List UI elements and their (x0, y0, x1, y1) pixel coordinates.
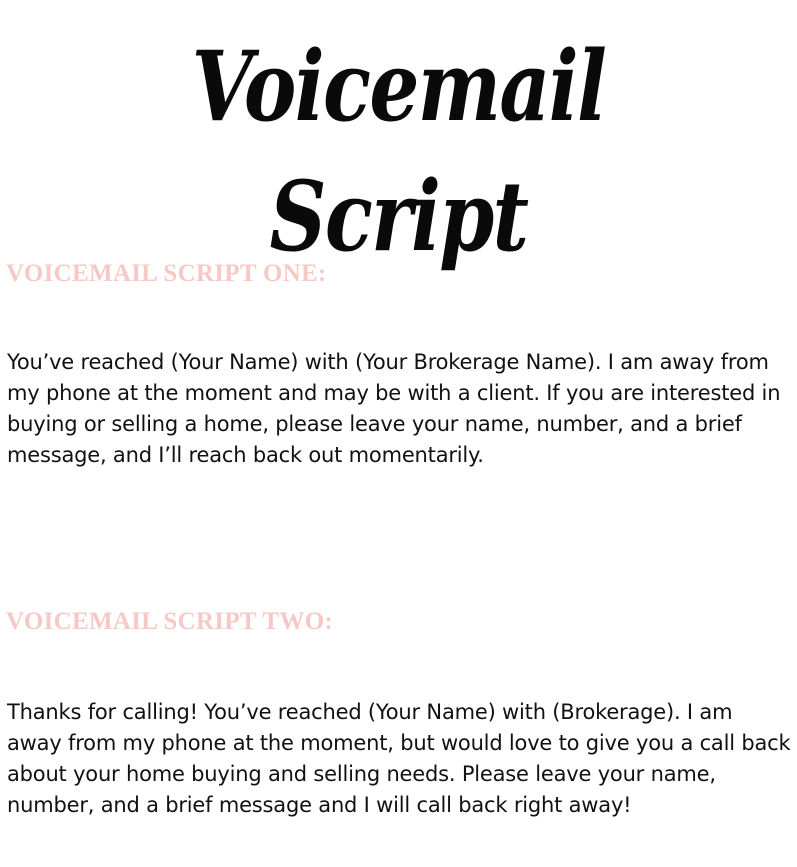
page-title: Voicemail Script (191, 30, 606, 273)
section-heading-two: VOICEMAIL SCRIPT TWO: (6, 608, 334, 635)
section-body-one: You’ve reached (Your Name) with (Your Brokerage Name). I am away from my phone at the moment and may be with a client. If you are interested in buying or selling a home, please leave your name, number, and a brief message, and I’ll reach back out momentarily. (7, 350, 781, 467)
section-body-two: Thanks for calling! You’ve reached (Your Name) with (Brokerage). I am away from my phone at the moment, but would love to give you a call back about your home buying and selling needs. Please leave your name, number, and a brief message and I will call back right away! (7, 700, 791, 817)
section-heading-one: VOICEMAIL SCRIPT ONE: (6, 260, 327, 287)
